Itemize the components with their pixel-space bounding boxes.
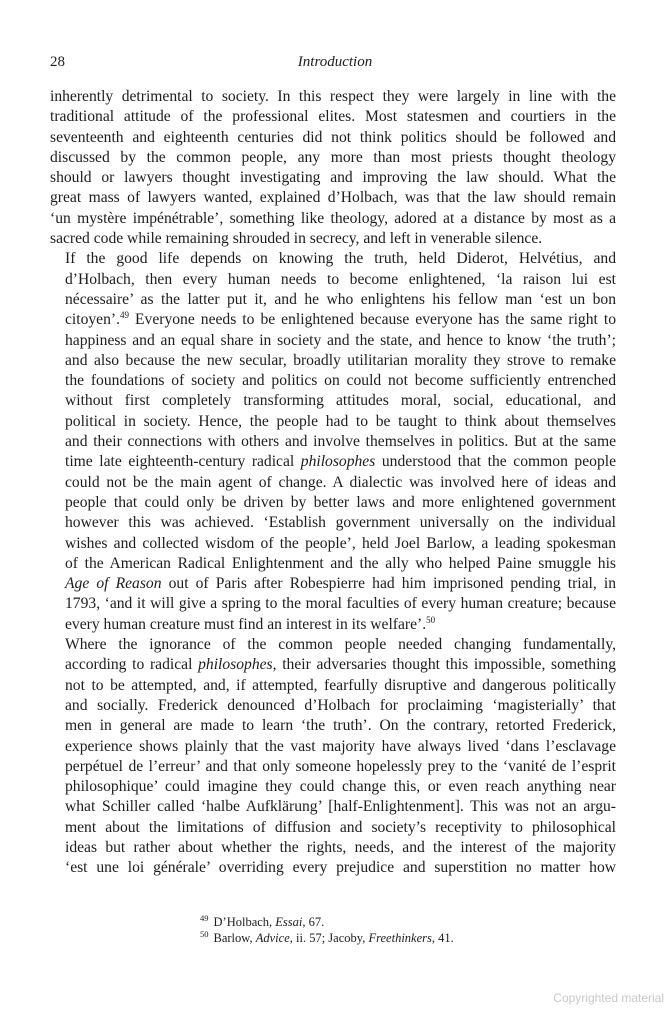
text-line: wishes and collected wisdom of the people’, held Joel Barlow, a leading spokesman [65,534,616,552]
text-line: men in general are made to learn ‘the truth’. On the contrary, retorted Frederick, [65,717,616,735]
italic-term: philosophes [198,656,273,674]
footnote-number: 49 [200,913,209,923]
text-line: seventeenth and eighteenth centuries did not think politics should be followed and [50,128,616,146]
footnote-text: , 67. [302,915,325,929]
text-line: perpétuel de l’erreur’ and that only someone hopelessly prey to the ‘vanité de l’esprit [65,757,616,775]
text-line: ‘est une loi générale’ overriding every prejudice and superstition no matter how [65,859,616,877]
text-line: and their connections with others and involve themselves in politics. But at the same [65,433,616,451]
footnote-text: , ii. 57; Jacoby, [289,931,369,945]
text-line: discussed by the common people, any more than most priests thought theology [50,148,616,166]
page-number: 28 [50,54,65,70]
text-line: ment about the limitations of diffusion and society’s receptivity to philosophical [65,818,616,836]
text-line: great mass of lawyers wanted, explained d’Holbach, was that the law should remain [50,189,616,207]
paragraph-3 [50,635,616,879]
text-line: Where the ignorance of the common people needed changing fundamentally, [65,636,616,654]
text-run: Everyone needs to be enlightened because everyone has the same right to [129,311,616,329]
text-line: nécessaire’ as the latter put it, and he who enlightens his fellow man ‘est un bon [65,290,616,308]
footnote-title: Freethinkers [368,931,432,945]
footnotes [200,914,620,946]
text-line: ‘un mystère impénétrable’, something like theology, adored at a distance by most as a [50,209,616,227]
text-line [50,452,616,472]
text-line: traditional attitude of the professional elites. Most statesmen and courtiers in the [50,108,616,126]
text-line: ideas but rather about whether the rights, needs, and the interest of the majority [65,838,616,856]
text-line: without first completely transforming attitudes moral, social, educational, and [65,392,616,410]
text-line: d’Holbach, then every human needs to become enlightened, ‘la raison lui est [65,270,616,288]
text-run: every human creature must find an interest in its welfare’. [65,615,427,633]
text-line: the foundations of society and politics on could not become sufficiently entrenched [65,372,616,390]
text-run: , their adversaries thought this impossible, something [272,656,616,674]
text-run: understood that the common people [375,453,616,471]
text-line: 1793, ‘and it will give a spring to the moral faculties of every human creature; because [65,595,616,613]
running-head: Introduction [297,54,373,70]
text-run: citoyen’. [65,311,120,329]
text-line [50,655,616,675]
text-line: and socially. Frederick denounced d’Holbach for proclaiming ‘magisterially’ that [65,696,616,714]
footnote-50 [200,930,620,946]
footnote-title: Advice [255,931,290,945]
text-line: happiness and an equal share in society and the state, and hence to know ‘the truth’; [65,331,616,349]
text-line: could not be the main agent of change. A dialectic was involved here of ideas and [65,473,616,491]
text-line: inherently detrimental to society. In this respect they were largely in line with the [50,88,616,105]
body-text [50,87,616,879]
text-run: time late eighteenth-century radical [65,453,301,471]
text-line: If the good life depends on knowing the truth, held Diderot, Helvétius, and [65,250,616,268]
text-line: political in society. Hence, the people had to be taught to think about themselves [65,412,616,430]
text-line: not to be attempted, and, if attempted, fearfully disruptive and dangerous politically [65,676,616,694]
paragraph-1 [50,87,616,249]
text-line: what Schiller called ‘halbe Aufklärung’ [half-Enlightenment]. This was not an argu- [65,798,616,816]
text-line [50,574,616,594]
text-line: sacred code while remaining shrouded in secrecy, and left in venerable silence. [50,230,543,248]
copyright-watermark: Copyrighted material [553,991,664,1005]
footnote-text: D’Holbach, [213,915,276,929]
text-line [50,310,616,330]
text-line: experience shows plainly that the vast majority have always lived ‘dans l’esclavage [65,737,616,755]
footnote-title: Essai [275,915,303,929]
footnote-number: 50 [200,929,209,939]
footnote-ref-49[interactable]: 49 [120,310,129,321]
text-line: and also because the new secular, broadly utilitarian morality they strove to remake [65,351,616,369]
page-header [0,52,670,74]
text-line: however this was achieved. ‘Establish government universally on the individual [65,514,616,532]
footnote-ref-50[interactable]: 50 [426,614,436,625]
footnote-text: , 41. [431,931,454,945]
text-line [50,615,616,635]
paragraph-2 [50,249,616,635]
italic-title: Age of Reason [65,575,162,593]
footnote-49 [200,914,620,930]
text-line: should or lawyers thought investigating and improving the law should. What the [50,169,616,187]
text-run: according to radical [65,656,199,674]
text-line: of the American Radical Enlightenment and the ally who helped Paine smuggle his [65,554,616,572]
footnote-text: Barlow, [213,931,256,945]
italic-term: philosophes [300,453,376,471]
text-run: out of Paris after Robespierre had him imprisoned pending trial, in [161,575,616,593]
text-line: people that could only be driven by better laws and more enlightened government [65,493,616,511]
text-line: philosophique’ could imagine they could change this, or even reach anything near [65,778,616,796]
